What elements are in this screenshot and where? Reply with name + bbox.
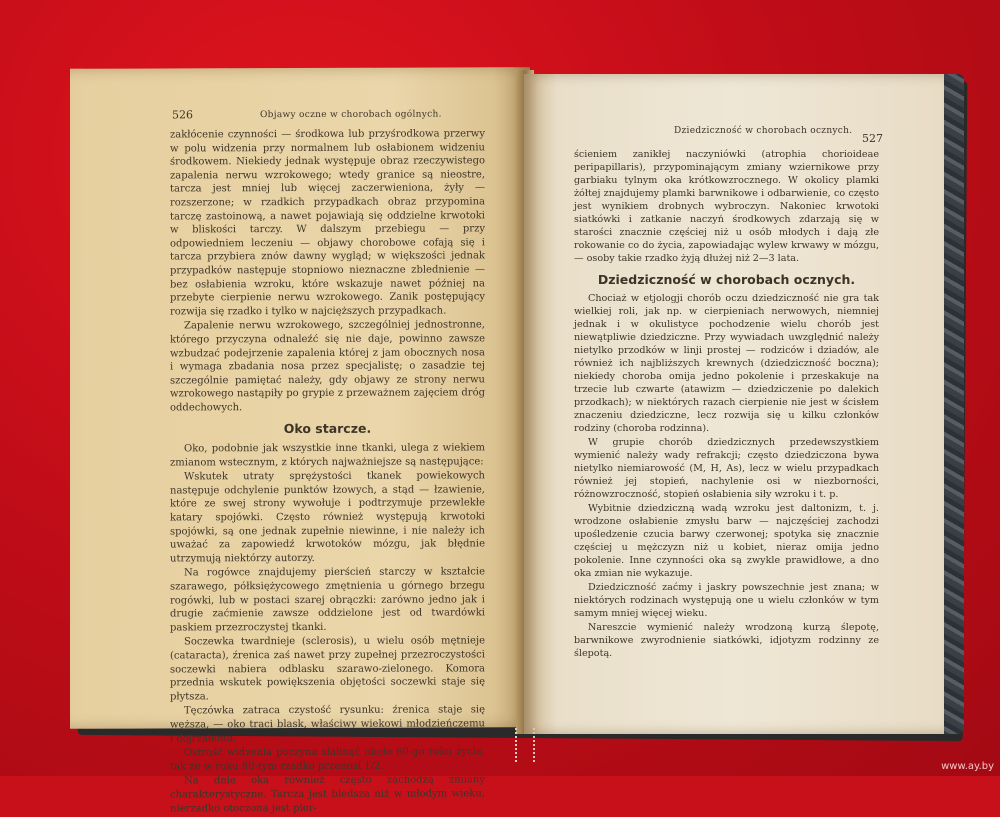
left-running-header: Objawy oczne w chorobach ogólnych.	[260, 109, 442, 121]
right-running-header: Dziedziczność w chorobach ocznych.	[674, 126, 853, 136]
left-paragraph: Zapalenie nerwu wzrokowego, szczególniej jednostronne, którego przyczyna odnaleźć się nie daje, powinno zawsze wzbudzać podejrzenie zapalenia której z jam obocznych nosa i wymaga zbadania nosa przez specjalistę; o zasadzie tej szczególnie pamiętać należy, gdy objawy ze strony nerwu wzrokowego nastąpiły po grypie z przeważnem zajęciem dróg oddechowych.	[170, 319, 485, 414]
left-page-number: 526	[172, 108, 193, 122]
watermark: www.ay.by	[941, 761, 994, 772]
section-title-dziedzicznosc: Dziedziczność w chorobach ocznych.	[597, 272, 856, 287]
right-paragraph: Dziedziczność zaćmy i jaskry powszechnie jest znana; w niektórych rodzinach występują one u wielu członków w tym samym mniej więcej wieku.	[574, 582, 879, 619]
right-text-block	[574, 148, 879, 661]
left-paragraph: Soczewka twardnieje (sclerosis), u wielu osób mętnieje (cataracta), źrenica zaś nawet przy zupełnej przezroczystości soczewki nabiera odblasku szarawo-zielonego. Komora przednia wskutek powiększenia objętości soczewki staje się płytsza.	[170, 635, 485, 703]
right-page	[524, 74, 944, 734]
right-page-number: 527	[862, 132, 883, 145]
right-paragraph: Nareszcie wymienić należy wrodzoną kurzą ślepotę, barwnikowe zwyrodnienie siatkówki, idjotyzm rodzinny ze ślepotą.	[574, 622, 879, 659]
right-paragraph: Chociaż w etjologji chorób oczu dziedziczność nie gra tak wielkiej roli, jak np. w cierpieniach nerwowych, niemniej jednak i w okulistyce pochodzenie wielu chorób jest niewątpliwie dziedziczne. Przy wywiadach uwzględnić należy nietylko przodków w linji prostej — rodziców i dziadów, ale również ich najbliższych krewnych (dziedziczność boczna); niekiedy choroba omija jedno pokolenie i przeskakuje na trzecie lub czwarte (atawizm — dziedziczenie po dalekich przodkach); w niektórych razach cierpienie nie jest w ścisłem znaczeniu dziedziczne, lecz rozwija się u kilku członków rodziny (choroba rodzinna).	[574, 293, 879, 434]
left-paragraph: Tęczówka zatraca czystość rysunku: źrenica staje się węższa, — oko traci blask, właściwy wiekowi młodzieńczemu i dojrzałemu.	[170, 704, 485, 744]
left-paragraph: Oko, podobnie jak wszystkie inne tkanki, ulega z wiekiem zmianom wstecznym, z których najważniejsze są następujące:	[170, 442, 485, 469]
binding-thread	[515, 728, 535, 762]
left-paragraph: Ostrość widzenia poczyna słabnąć około 60-go roku życia, tak że w roku 80-tym rzadko przenosi 1/2.	[170, 746, 485, 773]
section-title-oko-starcze: Oko starcze.	[283, 421, 372, 437]
right-paragraph: W grupie chorób dziedzicznych przedewszystkiem wymienić należy wady refrakcji; często dziedziczona bywa nietylko niemiarowość (M, H, As), lecz w wielu przypadkach również jej stopień, nachylenie osi w niezborności, różnowzroczność, stopień osłabienia siły wzroku i t. p.	[574, 437, 879, 500]
right-paragraph: Wybitnie dziedziczną wadą wzroku jest daltonizm, t. j. wrodzone osłabienie zmysłu barw — najczęściej zachodzi upośledzenie czucia barwy czerwonej; spotyka się znacznie częściej u mężczyzn niż u kobiet, nierаz omija jedno pokolenie. Inne czynności oka są zwykle prawidłowe, a dno oka zmian nie wykazuje.	[574, 503, 879, 579]
left-paragraph: Na rogówce znajdujemy pierścień starczy w kształcie szarawego, półksiężycowego zmętnienia u górnego brzegu rogówki, lub w postaci szarej obrączki: zarówno jedno jak i drugie zaćmienie zawsze oddzielone jest od twardówki paskiem przezroczystej tkanki.	[170, 566, 485, 634]
left-paragraph: Na dnie oka również często zachodzą zmiany charakterystyczne. Tarcza jest bledsza niż w młodym wieku, nierzadko otoczona jest pier-	[170, 774, 485, 814]
left-text-block	[170, 127, 485, 816]
left-paragraph: zakłócenie czynności — środkowa lub przyśrodkowa przerwy w polu widzenia przy normalnem lub osłabionem widzeniu środkowem. Niekiedy jednak występuje obraz rzeczywistego zapalenia nerwu wzrokowego; wtedy granice są nieostre, tarcza jest mniej lub więcej zaczerwieniona, żyły — rozszerzone; w rzadkich przypadkach obraz przypomina tarczę zastoinową, a nawet pojawiają się oddzielne krwotoki w bliskości tarczy. W dalszym przebiegu — przy odpowiedniem leczeniu — objawy chorobowe cofają się i tarcza przybiera znów dawny wygląd; w większości jednak przypadków następuje stopniowo nieznaczne zblednienie — bez osłabienia wzroku, które wskazuje nawet później na przebyte cierpienie nerwu wzrokowego. Zanik postępujący rozwija się rzadko i tylko w najcięższych przypadkach.	[170, 128, 485, 318]
right-paragraph: ścieniem zanikłej naczyniówki (atrophia chorioideae peripapillaris), przypominającym zmiany wziernikowe przy garbiaku tylnym oka krótkowzrocznego. W okolicy plamki żółtej znajdujemy plamki barwnikowe i odbarwienie, co często jest wynikiem drobnych wybroczyn. Nakoniec krwotoki siatkówki i zatkanie naczyń środkowych zdarzają się w starości znacznie częściej niż u osób młodych i dają złe rokowanie co do życia, zapowiadając wylew krwawy w mózgu, — osoby takie rzadko żyją dłużej niż 2—3 lata.	[574, 149, 879, 264]
left-page	[70, 67, 530, 814]
left-paragraph: Wskutek utraty sprężystości tkanek powiekowych następuje odchylenie punktów łzowych, a stąd — łzawienie, które ze swej strony wywołuje i podtrzymuje przewlekłe katary spojówki. Często również występują krwotoki spojówki, są one jednak zupełnie niewinne, i nie należy ich uważać za zapowiedź krwotoków mózgu, jak błędnie utrzymują niektórzy autorzy.	[170, 470, 485, 565]
